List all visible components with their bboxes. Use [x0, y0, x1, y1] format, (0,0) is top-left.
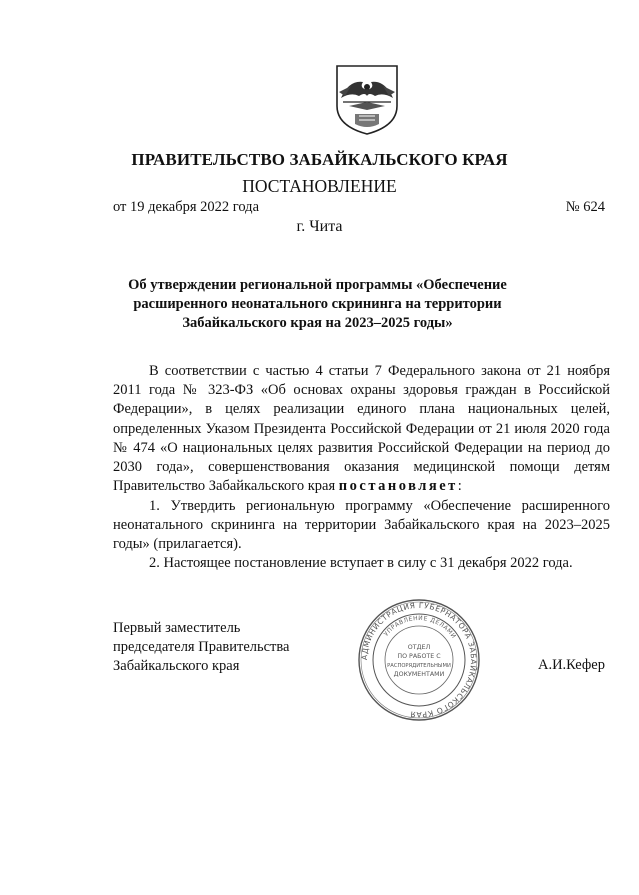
coat-of-arms-emblem	[329, 62, 405, 136]
svg-text:УПРАВЛЕНИЕ ДЕЛАМИ	[383, 615, 458, 640]
official-stamp	[356, 597, 482, 723]
document-number: № 624	[565, 199, 605, 215]
signatory-position-line: председателя Правительства	[113, 639, 290, 656]
signatory-position-line: Первый заместитель	[113, 620, 241, 636]
government-title: ПРАВИТЕЛЬСТВО ЗАБАЙКАЛЬСКОГО КРАЯ	[131, 150, 508, 169]
signatory-position	[113, 619, 289, 677]
decree-item-1: 1. Утвердить региональную программу «Обеспечение расширенного неонатального скрининга на территории Забайкальского края на 2023–2025 годы» (прилагается).	[113, 498, 610, 553]
stamp-outer-text: АДМИНИСТРАЦИЯ ГУБЕРНАТОРА ЗАБАЙКАЛЬСКОГО КРАЯ	[359, 600, 479, 720]
document-date: от 19 декабря 2022 года	[113, 199, 259, 215]
decree-colon: :	[457, 478, 462, 495]
decree-item-2: 2. Настоящее постановление вступает в силу с 31 декабря 2022 года.	[149, 555, 573, 571]
preamble-paragraph	[113, 362, 610, 496]
document-type: ПОСТАНОВЛЕНИЕ	[242, 176, 397, 196]
decree-word: постановляет	[338, 478, 458, 495]
stamp-center-line: ОТДЕЛ	[407, 644, 431, 651]
stamp-center-line: РАСПОРЯДИТЕЛЬНЫМИ	[387, 663, 451, 669]
preamble-text: В соответствии с частью 4 статьи 7 Федерального закона от 21 ноября 2011 года № 323-ФЗ «Об основах охраны здоровья граждан в Российской Федерации», в целях реализации единого плана национальных целей, определенных Указом Президента Российской Федерации от 21 июля 2020 года № 474 «О национальных целях развития Российской Федерации на период до 2030 года», совершенствования оказания медицинской помощи детям Правительство Забайкальского края	[113, 363, 610, 495]
signatory-name: А.И.Кефер	[537, 657, 605, 673]
document-subject: Об утверждении региональной программы «Обеспечение расширенного неонатального скрининга на территории Забайкальского края на 2023–2025 годы»	[128, 277, 507, 331]
stamp-center-line: ПО РАБОТЕ С	[397, 653, 441, 660]
stamp-inner-text: УПРАВЛЕНИЕ ДЕЛАМИ	[382, 614, 458, 641]
document-city: г. Чита	[296, 218, 343, 235]
stamp-center-line: ДОКУМЕНТАМИ	[393, 671, 445, 678]
signatory-position-line: Забайкальского края	[113, 658, 240, 675]
